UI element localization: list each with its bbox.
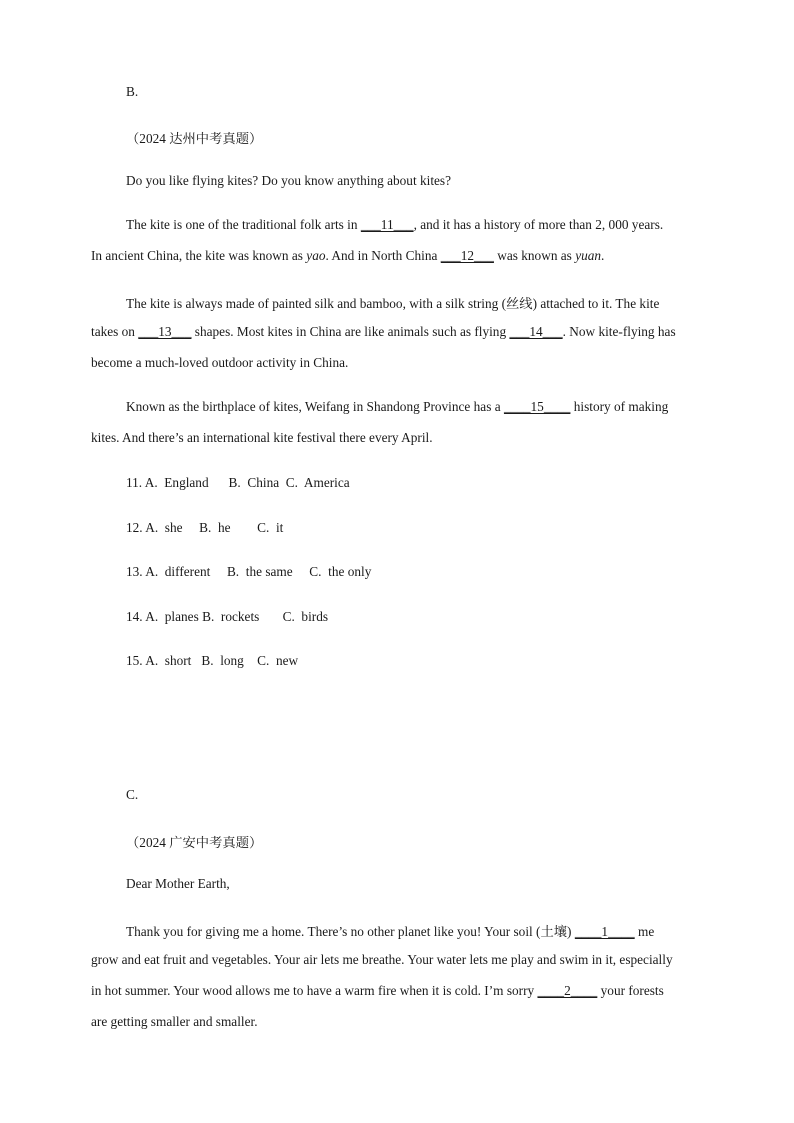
option-line-11: 11. A. England B. China C. America (126, 475, 350, 490)
b-p3-line1: Known as the birthplace of kites, Weifang in Shandong Province has a ____15____ history of making (126, 399, 669, 414)
c-p1-line1: Thank you for giving me a home. There’s no other planet like you! Your soil (土壤) ____1____ me (126, 924, 655, 939)
b-p2-line3: become a much-loved outdoor activity in China. (91, 355, 349, 370)
section-b-intro: Do you like flying kites? Do you know anything about kites? (126, 173, 451, 188)
letter-salutation: Dear Mother Earth, (126, 876, 230, 891)
blank-11: ___11___ (360, 217, 414, 232)
blank-14: ___14___ (509, 324, 563, 339)
option-line-14: 14. A. planes B. rockets C. birds (126, 609, 329, 624)
b-p1-line1: The kite is one of the traditional folk arts in ___11___, and it has a history of more than 2, 000 years. (126, 217, 664, 232)
b-p2-line1: The kite is always made of painted silk and bamboo, with a silk string (丝线) attached to it. The kite (126, 296, 660, 311)
blank-2: ____2____ (537, 983, 598, 998)
section-c-source: （2024 广安中考真题） (126, 835, 263, 850)
c-p1-line4: are getting smaller and smaller. (91, 1014, 258, 1029)
b-p3-line2: kites. And there’s an international kite festival there every April. (91, 430, 433, 445)
blank-15: ____15____ (503, 399, 571, 414)
section-b-label: B. (126, 84, 139, 99)
b-p1-line2: In ancient China, the kite was known as yao. And in North China ___12___ was known as yuan. (91, 248, 605, 263)
b-p2-line2: takes on ___13___ shapes. Most kites in China are like animals such as flying ___14___. Now kite-flying has (91, 324, 676, 339)
option-line-12: 12. A. she B. he C. it (126, 520, 284, 535)
option-line-13: 13. A. different B. the same C. the only (126, 564, 372, 579)
section-b-source: （2024 达州中考真题） (126, 131, 263, 146)
c-p1-line3: in hot summer. Your wood allows me to have a warm fire when it is cold. I’m sorry ____2____ your forests (91, 983, 664, 998)
section-c-label: C. (126, 787, 139, 802)
c-p1-line2: grow and eat fruit and vegetables. Your air lets me breathe. Your water lets me play and swim in it, especially (91, 952, 673, 967)
option-line-15: 15. A. short B. long C. new (126, 653, 299, 668)
blank-13: ___13___ (138, 324, 192, 339)
blank-1: ____1____ (574, 924, 635, 939)
blank-12: ___12___ (440, 248, 494, 263)
